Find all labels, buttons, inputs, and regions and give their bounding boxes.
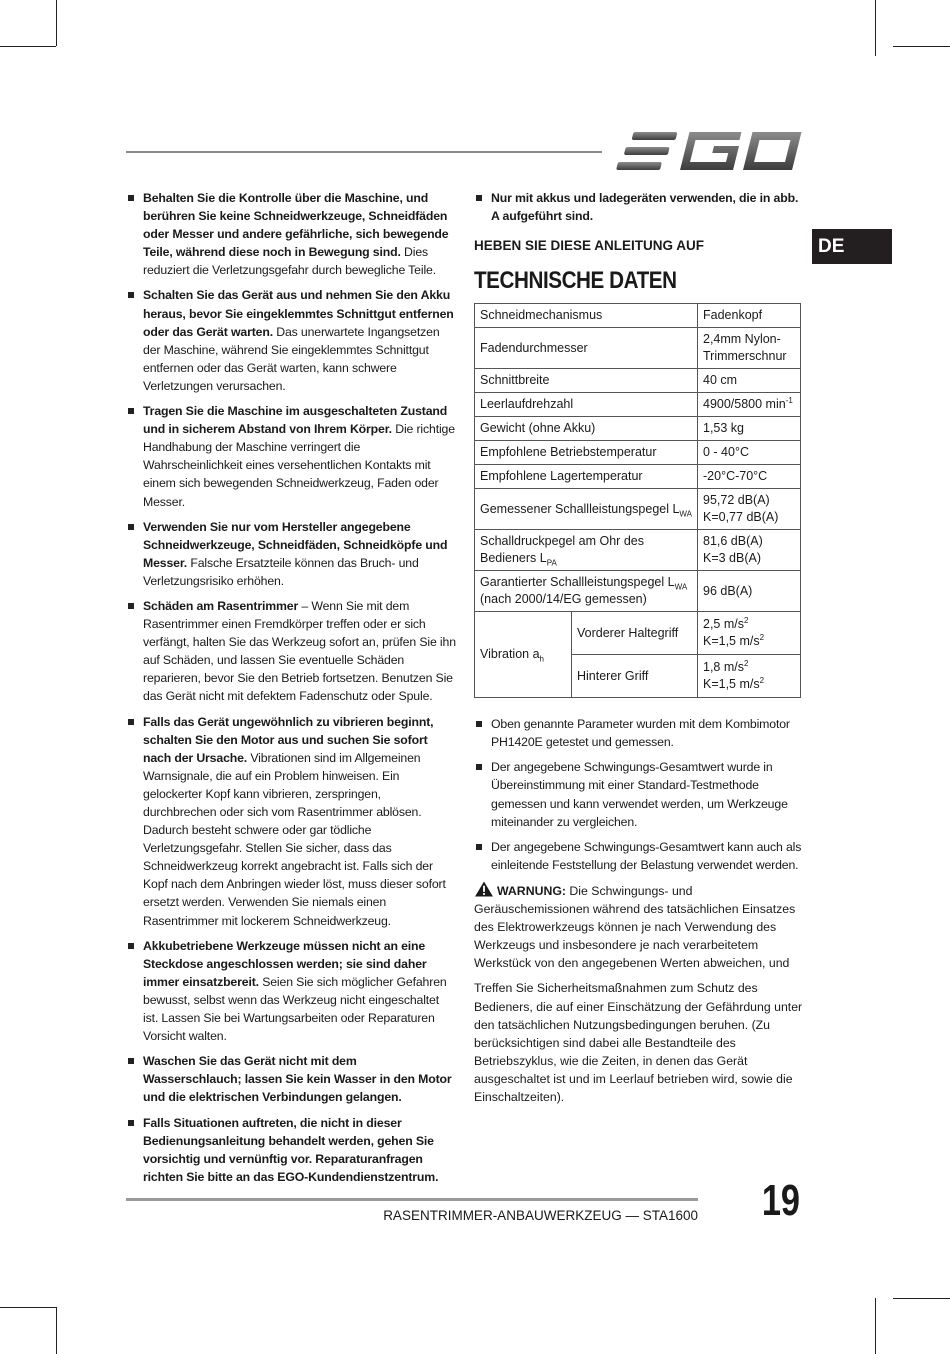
spec-value: 1,53 kg <box>698 417 801 441</box>
spec-label: Fadendurchmesser <box>475 328 698 369</box>
spec-label: Leerlaufdrehzahl <box>475 393 698 417</box>
crop-mark <box>893 1298 950 1299</box>
list-item <box>126 597 456 706</box>
bullet-text: Dies reduziert die Verletzungsgefahr durch bewegliche Teile. <box>143 245 436 278</box>
safety-paragraph: Treffen Sie Sicherheitsmaßnahmen zum Schutz des Bedieners, die auf einer Einschätzung der Gefährdung unter den tatsächlichen Nutzungsbedingungen beruhen. (Zu berücksichtigen sind dabei alle Bestandteile des Betriebszyklus, wie die Zeiten, in denen das Gerät ausgeschaltet ist und im Leerlauf betrieben wird, sowie die Einschaltzeiten). <box>474 981 803 1104</box>
list-item <box>126 518 456 590</box>
warning-triangle-icon <box>474 881 494 897</box>
footer-title: RASENTRIMMER-ANBAUWERKZEUG — STA1600 <box>383 1208 698 1223</box>
table-row <box>475 571 801 612</box>
bullet-text: Vibrationen sind im Allgemeinen Warnsignale, die auf ein Problem hinweisen. Ein gelockerter Kopf kann vibrieren, zerspringen, durchbrechen oder sich vom Rasentrimmer ablösen. Dadurch besteht schwere oder gar tödliche Verletzungsgefahr. Stellen Sie sicher, dass das Schneidwerkzeug korrekt angebracht ist. Falls sich der Kopf nach dem Anbringen wieder löst, muss dieser sofort ersetzt werden. Verwenden Sie niemals einen Rasentrimmer mit lockerem Schneidwerkzeug. <box>143 750 446 928</box>
table-row <box>475 328 801 369</box>
bullet-bold: Waschen Sie das Gerät nicht mit dem Wasserschlauch; lassen Sie kein Wasser in den Motor und die elektrischen Verbindungen gelangen. <box>143 1054 452 1105</box>
page-number: 19 <box>761 1176 800 1225</box>
list-item: Oben genannte Parameter wurden mit dem Kombimotor PH1420E getestet und gemessen. <box>474 715 804 751</box>
label-text: Garantierter Schallleistungspegel L <box>480 575 675 590</box>
language-tab: DE <box>812 229 892 264</box>
subscript: WA <box>679 509 693 519</box>
list-item <box>126 1052 456 1106</box>
spec-label: Schnittbreite <box>475 369 698 393</box>
spec-value: 40 cm <box>698 369 801 393</box>
value-line: 1,8 m/s <box>703 660 744 675</box>
table-row <box>475 465 801 489</box>
spec-value: 96 dB(A) <box>698 571 801 612</box>
bullet-text: Falsche Ersatzteile können das Bruch- und Verletzungsrisiko erhöhen. <box>143 555 419 588</box>
superscript: 2 <box>744 659 749 669</box>
bullet-bold: Tragen Sie die Maschine im ausgeschalteten Zustand und in sicherem Abstand von Ihrem Körper. <box>143 404 448 437</box>
spec-sublabel: Hinterer Griff <box>572 655 698 698</box>
bullet-bold: Schalten Sie das Gerät aus und nehmen Sie den Akku heraus, bevor Sie eingeklemmtes Schnittgut entfernen oder das Gerät warten. <box>143 288 454 339</box>
spec-label: Schneidmechanismus <box>475 304 698 328</box>
label-text: (nach 2000/14/EG gemessen) <box>480 592 647 607</box>
table-row <box>475 369 801 393</box>
spec-label: Empfohlene Betriebstemperatur <box>475 441 698 465</box>
list-item <box>126 189 456 279</box>
bullet-bold: Falls Situationen auftreten, die nicht in dieser Bedienungsanleitung behandelt werden, gehen Sie vorsichtig und vernünftig vor. Reparaturanfragen richten Sie bitte an das EGO-Kundendienstzentrum. <box>143 1115 439 1184</box>
bullet-text: – Wenn Sie mit dem Rasentrimmer einen Fremdkörper treffen oder er sich verfängt, halten Sie das Werkzeug sofort an, prüfen Sie ihn auf Schäden, und lassen Sie eventuelle Schäden reparieren, bevor Sie den Betrieb fortsetzen. Benutzen Sie das Gerät nicht mit defektem Fadenschutz oder Spule. <box>143 598 456 704</box>
crop-mark <box>56 1307 57 1354</box>
save-instructions-heading: HEBEN SIE DIESE ANLEITUNG AUF <box>474 238 705 254</box>
technical-section <box>474 189 804 1106</box>
spec-value: 2,4mm Nylon-Trimmerschnur <box>698 328 801 369</box>
spec-value <box>698 393 801 417</box>
bullet-bold: Falls das Gerät ungewöhnlich zu vibrieren beginnt, schalten Sie den Motor aus und suchen Sie sofort nach der Ursache. <box>143 714 434 765</box>
list-item <box>126 1114 456 1186</box>
value-line: 2,5 m/s <box>703 617 744 632</box>
warning-label: WARNUNG: <box>497 883 566 898</box>
table-row <box>475 441 801 465</box>
superscript: -1 <box>785 396 793 406</box>
bullet-bold: Schäden am Rasentrimmer <box>143 598 299 613</box>
value-text: 4900/5800 min <box>703 397 786 412</box>
bullet-bold: Nur mit akkus und ladegeräten verwenden, die in abb. A aufgeführt sind. <box>491 191 799 224</box>
table-row <box>475 417 801 441</box>
value-line: K=1,5 m/s <box>703 677 760 692</box>
spec-label <box>475 612 572 698</box>
bullet-bold: Behalten Sie die Kontrolle über die Maschine, und berühren Sie keine Schneidwerkzeuge, Schneidfäden oder Messer und andere gefährliche, sich bewegende Teile, während diese noch in Bewegung sind. <box>143 191 449 260</box>
spec-sublabel: Vorderer Haltegriff <box>572 612 698 655</box>
crop-mark <box>893 46 950 47</box>
list-item <box>474 189 804 225</box>
value-line: K=1,5 m/s <box>703 634 760 649</box>
table-row <box>475 489 801 530</box>
crop-mark <box>0 1307 56 1308</box>
crop-mark <box>56 0 57 46</box>
bullet-text: Das unerwartete Ingangsetzen der Maschine, während Sie eingeklemmtes Schnittgut entfernen oder das Gerät warten, kann schwere Verletzungen verursachen. <box>143 324 440 393</box>
spec-label <box>475 530 698 571</box>
spec-value <box>698 655 801 698</box>
value-line: K=3 dB(A) <box>703 551 762 566</box>
subscript: PA <box>546 558 557 568</box>
superscript: 2 <box>744 616 749 626</box>
list-item <box>126 713 456 930</box>
list-item: Der angegebene Schwingungs-Gesamtwert kann auch als einleitende Feststellung der Belastung verwendet werden. <box>474 838 804 874</box>
label-text: Vibration a <box>480 647 540 662</box>
bullet-bold: Verwenden Sie nur vom Hersteller angegebene Schneidwerkzeuge, Schneidfäden, Schneidköpfe und Messer. <box>143 519 448 570</box>
table-row <box>475 530 801 571</box>
bullet-bold: Akkubetriebene Werkzeuge müssen nicht an eine Steckdose angeschlossen werden; sie sind daher immer einsatzbereit. <box>143 938 427 989</box>
spec-value <box>698 489 801 530</box>
table-row <box>475 304 801 328</box>
crop-mark <box>875 1298 876 1354</box>
crop-mark <box>0 46 56 47</box>
spec-label: Empfohlene Lagertemperatur <box>475 465 698 489</box>
warning-block <box>474 881 804 972</box>
spec-label: Gewicht (ohne Akku) <box>475 417 698 441</box>
spec-table <box>474 303 801 698</box>
spec-label <box>475 571 698 612</box>
spec-value: 0 - 40°C <box>698 441 801 465</box>
list-item <box>126 286 456 395</box>
label-text: Schalldruckpegel am Ohr des Bedieners L <box>480 534 644 566</box>
technical-data-heading: TECHNISCHE DATEN <box>474 267 677 295</box>
list-item <box>126 937 456 1046</box>
spec-value <box>698 612 801 655</box>
list-item <box>126 402 456 511</box>
spec-value: -20°C-70°C <box>698 465 801 489</box>
superscript: 2 <box>759 633 765 643</box>
list-item: Der angegebene Schwingungs-Gesamtwert wurde in Übereinstimmung mit einer Standard-Testmethode gemessen und kann verwendet werden, um Werkzeuge miteinander zu vergleichen. <box>474 758 804 830</box>
spec-value <box>698 530 801 571</box>
notes-list <box>474 715 804 874</box>
subscript: WA <box>674 582 688 592</box>
table-row <box>475 612 801 655</box>
crop-mark <box>875 0 876 56</box>
safety-instructions <box>126 189 456 1193</box>
subscript: h <box>539 654 544 664</box>
header-rule <box>126 151 602 153</box>
value-line: 81,6 dB(A) <box>703 534 763 549</box>
spec-value: Fadenkopf <box>698 304 801 328</box>
bullet-text: Seien Sie sich möglicher Gefahren bewusst, selbst wenn das Werkzeug nicht eingeschaltet ist. Lassen Sie bei Wartungsarbeiten oder Reparaturen Vorsicht walten. <box>143 974 447 1044</box>
warning-text: Die Schwingungs- und Geräuschemissionen während des tatsächlichen Einsatzes des Elektrowerkzeugs können je nach Verwendung des Werkzeugs und insbesondere je nach verarbeitetem Werkstück von den angegebenen Werten abweichen, und <box>474 883 796 971</box>
spec-label <box>475 489 698 530</box>
bullet-text: Die richtige Handhabung der Maschine verringert die Wahrscheinlichkeit eines versehentlichen Kontakts mit einem sich bewegenden Schneidwerkzeug, Faden oder Messer. <box>143 422 455 509</box>
label-text: Gemessener Schallleistungspegel L <box>480 501 680 516</box>
superscript: 2 <box>759 676 765 686</box>
table-row <box>475 393 801 417</box>
footer-rule <box>126 1198 698 1201</box>
ego-logo <box>616 130 802 172</box>
value-line: K=0,77 dB(A) <box>703 510 779 525</box>
value-line: 95,72 dB(A) <box>703 493 770 508</box>
